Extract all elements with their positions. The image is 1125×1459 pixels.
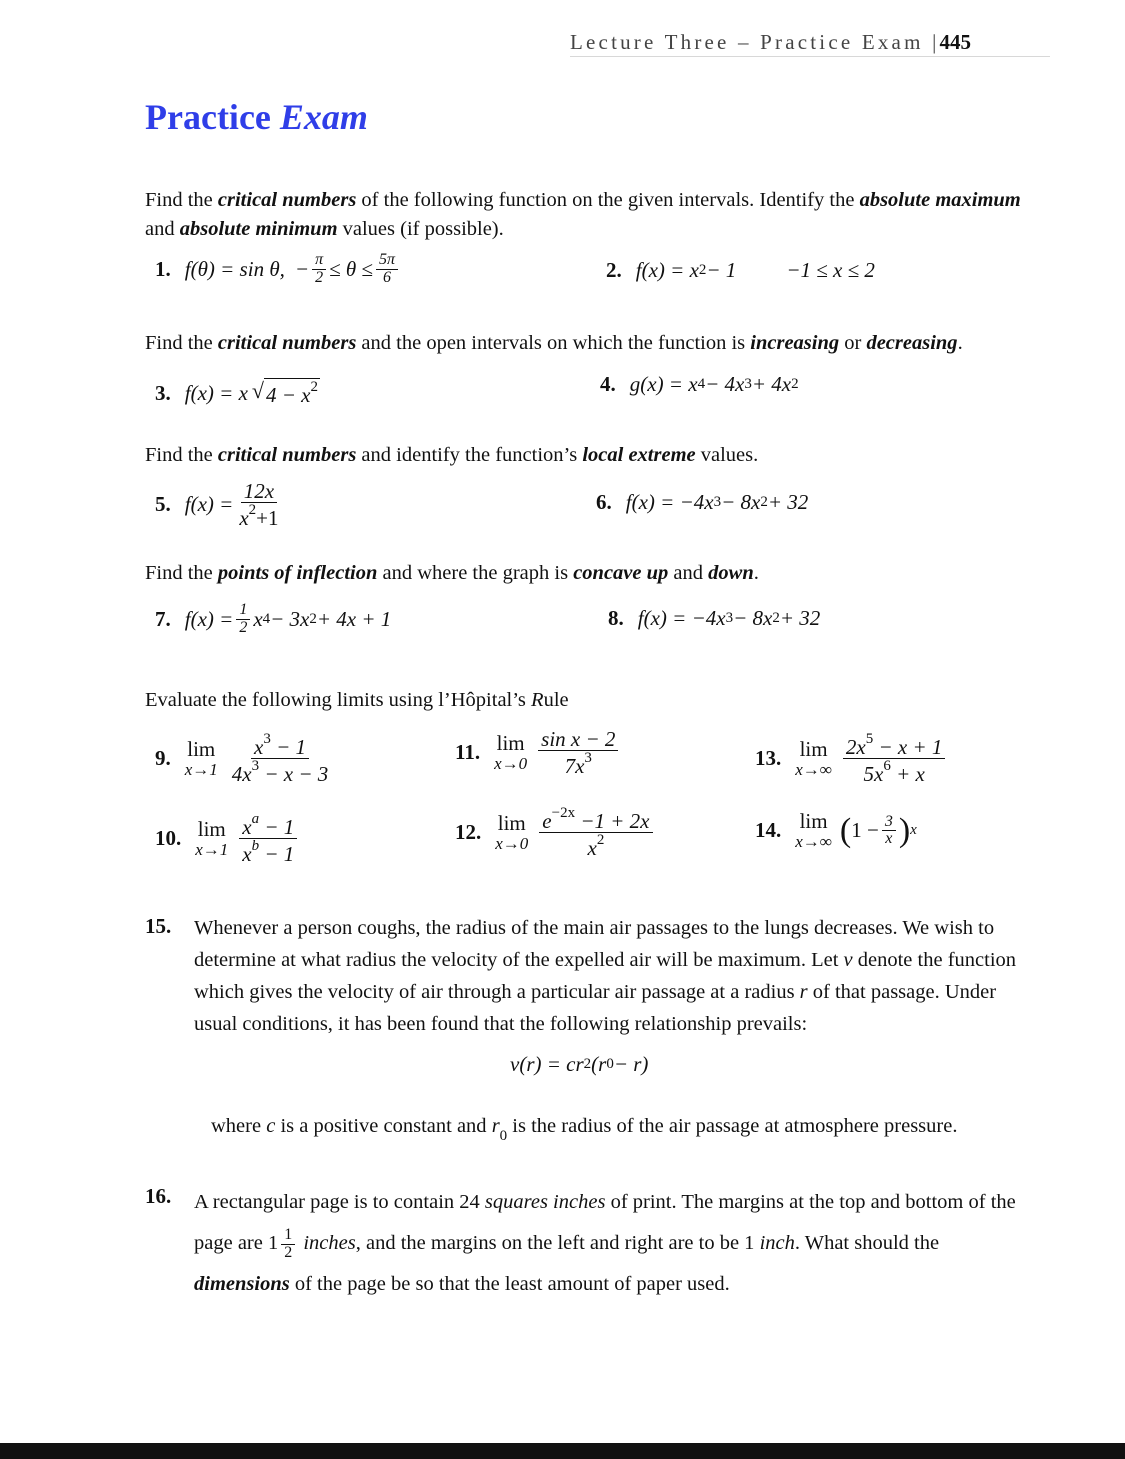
problem-8: 8. f(x) = −4x 3 − 8x 2 + 32 [608, 606, 821, 630]
lim-operator: lim x→1 [184, 736, 218, 779]
velocity-equation: v(r) = cr 2 (r 0 − r) [510, 1052, 649, 1076]
problem-1: 1. f(θ) = sin θ, − $\frac{\pi}{2}$ ≤ θ ≤ $\frac{5\pi}{6}$ [155, 252, 401, 287]
problem-15-text: Whenever a person coughs, the radius of the main air passages to the lungs decreases. We wish to determine at what radius the velocity of the expelled air will be maximum. Let v denote the function which gives the velocity of air through a particular air passage at a radius r of that passage. Under usual conditions, it has been found that the following relationship prevails: [194, 917, 1017, 1035]
instruction-3: Find the critical numbers and identify the function’s local extreme values. [145, 444, 759, 466]
lim-operator: lim x→∞ [795, 809, 832, 852]
running-title: Lecture Three – Practice Exam [570, 30, 924, 54]
limit-13: 13. lim x→∞ $\frac{2x^5 - x + 1}{5x^6 + x}$ [755, 732, 948, 785]
problem-3: 3. f(x) = x √ $4 - x^2$ [155, 378, 318, 407]
fraction: $\frac{3}{x}$ [882, 814, 896, 849]
title-word-practice: Practice [145, 97, 271, 137]
lim-operator: lim x→0 [495, 810, 529, 853]
problem-6: 6. f(x) = −4x 3 − 8x 2 + 32 [596, 490, 809, 514]
fraction: $\frac{2x^5 - x + 1}{5x^6 + x}$ [843, 732, 946, 785]
problem-7: 7. f(x) = $\frac{1}{2}$ x 4 − 3x 2 + 4x + 1 [155, 601, 392, 636]
instruction-4: Find the points of inflection and where the graph is concave up and down. [145, 562, 759, 584]
fraction: $\frac{x^a - 1}{x^b - 1}$ [239, 812, 297, 865]
problem-15-number: 15. [145, 914, 172, 938]
fraction: $\frac{5\pi}{6}$ [376, 252, 398, 287]
lim-operator: lim x→0 [494, 730, 528, 773]
instruction-5: Evaluate the following limits using l’Hôpital’s Rule [145, 689, 569, 711]
page-title [145, 96, 368, 138]
fraction: $\frac{e^{-2x} -1 + 2x}{x^2}$ [539, 806, 652, 859]
title-word-exam: Exam [279, 97, 368, 137]
lim-operator: lim x→1 [195, 816, 229, 859]
left-paren: ( [839, 811, 852, 849]
running-header: Lecture Three – Practice Exam |445 [570, 30, 1050, 57]
right-paren: ) [898, 811, 911, 849]
limit-10: 10. lim x→1 $\frac{x^a - 1}{x^b - 1}$ [155, 812, 300, 865]
problem-5: 5. f(x) = $\frac{12x}{x^2+1}$ [155, 480, 284, 529]
problem-2: 2. f(x) = x 2 − 1 −1 ≤ x ≤ 2 [606, 258, 875, 282]
page-number: 445 [939, 30, 971, 54]
problem-16-text: A rectangular page is to contain 24 squares inches of print. The margins at the top and bottom of the page are 1 $\frac{1}{2}$ inches, and the margins on the left and right are to be 1 inch. What should the dimensions of the page be so that the least amount of paper used. [194, 1191, 1016, 1295]
lim-operator: lim x→∞ [795, 736, 832, 779]
problem-16-number: 16. [145, 1184, 172, 1208]
instruction-2: Find the critical numbers and the open intervals on which the function is increasing or decreasing. [145, 332, 963, 354]
instruction-1: Find the critical numbers of the following function on the given intervals. Identify the absolute maximum and absolute minimum values (if possible). [145, 189, 1021, 240]
bottom-bar [0, 1443, 1125, 1459]
problem-15-where: where c is a positive constant and $r_0$ is the radius of the air passage at atmosphere pressure. [211, 1115, 958, 1144]
fraction: $\frac{1}{2}$ [281, 1227, 295, 1262]
square-root: √ $4 - x^2$ [251, 378, 318, 407]
fraction: $\frac{\pi}{2}$ [312, 252, 326, 287]
fraction: $\frac{x^3 - 1}{4x^3 - x - 3}$ [231, 731, 329, 787]
fraction: $\frac{\text{sin x − 2}}{7x^3}$ [538, 728, 618, 777]
problem-4: 4. g(x) = x 4 − 4x 3 + 4x 2 [600, 372, 799, 396]
fraction: $\frac{12x}{x^2+1}$ [239, 479, 279, 531]
limit-9: 9. lim x→1 $\frac{x^3 - 1}{4x^3 - x - 3}$ [155, 732, 334, 785]
limit-12: 12. lim x→0 $\frac{e^{-2x} -1 + 2x}{x^2}$ [455, 806, 656, 859]
limit-14: 14. lim x→∞ ( 1 − $\frac{3}{x}$ ) x [755, 809, 917, 852]
limit-11: 11. lim x→0 $\frac{\text{sin x − 2}}{7x^3}$ [455, 728, 621, 777]
fraction: $\frac{1}{2}$ [236, 602, 250, 637]
